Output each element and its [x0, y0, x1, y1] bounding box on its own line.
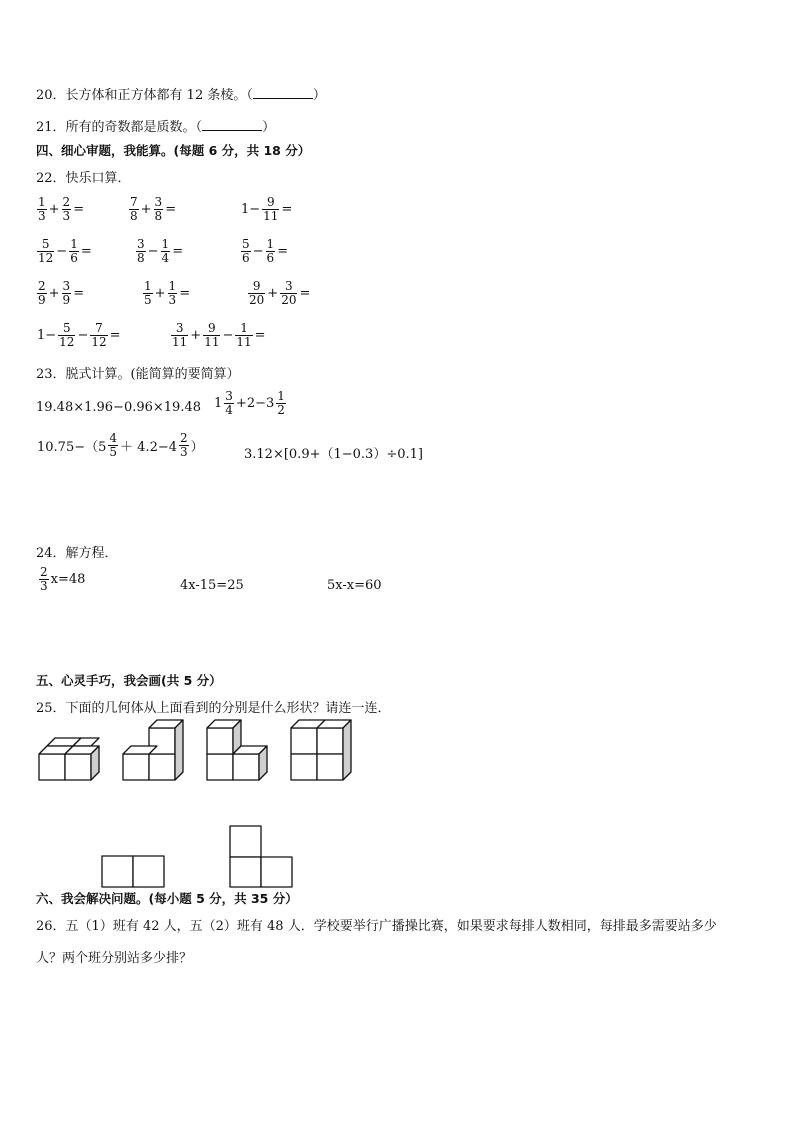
denominator: 3 — [62, 209, 71, 223]
q25-figures — [30, 714, 370, 890]
numerator: 3 — [154, 195, 163, 209]
denominator: 5 — [109, 445, 118, 459]
fraction — [171, 322, 188, 349]
fraction — [280, 280, 297, 307]
numerator: 2 — [180, 431, 188, 445]
question-20 — [36, 84, 326, 103]
numerator: 1 — [277, 389, 285, 403]
q20-answer-blank[interactable] — [253, 87, 313, 99]
fraction — [241, 238, 251, 265]
fraction — [90, 322, 107, 349]
equals-sign: = — [299, 286, 311, 301]
denominator: 8 — [130, 209, 138, 223]
q23-expression-1: 19.48×1.96−0.96×19.48 — [36, 400, 202, 415]
q24-equation-2: 4x-15=25 — [180, 578, 244, 593]
denominator: 2 — [277, 403, 285, 417]
denominator: 12 — [59, 335, 75, 349]
operator: + — [48, 286, 60, 301]
denominator: 12 — [38, 251, 54, 265]
denominator: 12 — [91, 335, 107, 349]
equals-sign: = — [80, 244, 92, 259]
fraction — [69, 238, 79, 265]
numerator: 1 — [266, 237, 275, 251]
numerator: 1 — [240, 321, 248, 335]
top-view-l-shape — [230, 826, 292, 887]
numerator: 3 — [225, 389, 233, 403]
expr-text: 10.75−（5 — [37, 440, 107, 455]
numerator: 3 — [285, 279, 293, 293]
expr-text: ＋ 4.2−4 — [120, 440, 178, 455]
operator: 1− — [37, 328, 57, 343]
q21-number: 21． — [36, 120, 66, 135]
q25-title: 25．下面的几何体从上面看到的分别是什么形状？请连一连． — [36, 701, 391, 716]
q22-item — [135, 238, 184, 265]
fraction — [161, 238, 171, 265]
numerator: 3 — [175, 321, 184, 335]
q24-equation-1 — [38, 566, 86, 593]
fraction — [62, 196, 72, 223]
solid-figure-4 — [291, 720, 351, 780]
operator: 1− — [241, 202, 261, 217]
numerator: 2 — [40, 565, 48, 579]
numerator: 9 — [266, 195, 275, 209]
denominator: 9 — [62, 293, 71, 307]
q21-answer-blank[interactable] — [202, 119, 262, 131]
q26-line-2: 人？两个班分别站多少排？ — [36, 951, 193, 966]
denominator: 20 — [281, 293, 297, 307]
fraction — [168, 280, 178, 307]
numerator: 2 — [38, 279, 46, 293]
q22-item — [142, 280, 191, 307]
q21-text: 所有的奇数都是质数。（ — [65, 120, 203, 135]
fraction — [154, 196, 164, 223]
solid-figure-2 — [123, 720, 183, 780]
numerator: 9 — [252, 279, 261, 293]
q23-expression-3 — [36, 432, 205, 459]
fraction — [248, 280, 265, 307]
q22-item — [36, 196, 85, 223]
q24-equation-3: 5x-x=60 — [327, 578, 382, 593]
denominator: 3 — [180, 445, 188, 459]
operator: + — [267, 286, 279, 301]
denominator: 20 — [249, 293, 265, 307]
q23-expression-4: 3.12×[0.9+（1−0.3）÷0.1] — [244, 447, 423, 462]
solid-figure-3 — [207, 720, 267, 780]
equals-sign: = — [277, 244, 289, 259]
denominator: 4 — [225, 403, 233, 417]
numerator: 1 — [168, 279, 177, 293]
equals-sign: = — [281, 202, 293, 217]
operator: − — [56, 244, 68, 259]
expr-text: ） — [190, 440, 204, 455]
denominator: 5 — [144, 293, 152, 307]
equals-sign: = — [172, 244, 184, 259]
denominator: 3 — [40, 579, 48, 593]
q22-item — [240, 196, 293, 223]
section-6-heading: 六、我会解决问题。(每小题 5 分，共 35 分） — [36, 891, 298, 906]
q20-close: ） — [312, 88, 326, 103]
operator: +2−3 — [235, 396, 275, 411]
denominator: 6 — [242, 251, 250, 265]
fraction — [235, 322, 252, 349]
denominator: 6 — [266, 251, 275, 265]
section-5-heading: 五、心灵手巧，我会画(共 5 分） — [36, 673, 222, 688]
numerator: 9 — [208, 321, 216, 335]
numerator: 1 — [70, 237, 78, 251]
equals-sign: = — [109, 328, 121, 343]
denominator: 3 — [168, 293, 177, 307]
equals-sign: = — [254, 328, 266, 343]
q22-item — [36, 322, 122, 349]
solid-figure-1 — [39, 738, 99, 780]
equals-sign: = — [73, 202, 85, 217]
q22-item — [36, 238, 93, 265]
denominator: 4 — [161, 251, 170, 265]
top-view-two-squares — [102, 856, 164, 887]
q22-item — [128, 196, 177, 223]
q21-close: ） — [262, 120, 276, 135]
q22-item — [240, 238, 289, 265]
numerator: 1 — [161, 237, 170, 251]
denominator: 8 — [137, 251, 145, 265]
denominator: 11 — [263, 209, 279, 223]
equals-sign: = — [73, 286, 85, 301]
denominator: 11 — [204, 335, 220, 349]
denominator: 6 — [70, 251, 78, 265]
equals-sign: = — [165, 202, 177, 217]
numerator: 3 — [62, 279, 71, 293]
equation-text: x=48 — [50, 572, 86, 587]
q20-text: 长方体和正方体都有 12 条棱。（ — [65, 88, 253, 103]
operator: + — [140, 202, 152, 217]
numerator: 1 — [38, 195, 46, 209]
operator: − — [147, 244, 159, 259]
numerator: 7 — [130, 195, 138, 209]
numerator: 3 — [137, 237, 145, 251]
numerator: 5 — [62, 321, 71, 335]
fraction — [58, 322, 75, 349]
q22-title: 22．快乐口算． — [36, 171, 131, 186]
fraction — [37, 280, 47, 307]
denominator: 8 — [154, 209, 163, 223]
question-21 — [36, 116, 275, 135]
numerator: 5 — [242, 237, 250, 251]
numerator: 1 — [144, 279, 152, 293]
q23-title: 23．脱式计算。(能简算的要简算） — [36, 367, 240, 382]
fraction — [129, 196, 139, 223]
numerator: 5 — [41, 237, 50, 251]
fraction — [136, 238, 146, 265]
operator: + — [190, 328, 202, 343]
fraction — [62, 280, 72, 307]
fraction — [143, 280, 153, 307]
fraction — [262, 196, 279, 223]
denominator: 11 — [236, 335, 252, 349]
q23-expression-2 — [214, 390, 287, 417]
numerator: 4 — [109, 431, 118, 445]
denominator: 3 — [38, 209, 46, 223]
operator: − — [77, 328, 89, 343]
section-4-heading: 四、细心审题，我能算。(每题 6 分，共 18 分） — [36, 143, 311, 158]
q24-title: 24．解方程． — [36, 546, 118, 561]
numerator: 2 — [62, 195, 71, 209]
denominator: 9 — [38, 293, 46, 307]
operator: + — [48, 202, 60, 217]
q26-line-1: 26．五（1）班有 42 人，五（2）班有 48 人．学校要举行广播操比赛，如果要求每排人数相同，每排最多需要站多少 — [36, 919, 717, 934]
q22-item — [247, 280, 311, 307]
equals-sign: = — [179, 286, 191, 301]
q22-item — [36, 280, 85, 307]
mixed-whole: 1 — [214, 396, 223, 411]
operator: + — [154, 286, 166, 301]
fraction — [37, 238, 54, 265]
fraction — [203, 322, 220, 349]
operator: − — [252, 244, 264, 259]
operator: − — [222, 328, 234, 343]
q22-item — [170, 322, 267, 349]
fraction — [266, 238, 276, 265]
fraction — [37, 196, 47, 223]
denominator: 11 — [172, 335, 188, 349]
q20-number: 20． — [36, 88, 66, 103]
numerator: 7 — [95, 321, 103, 335]
